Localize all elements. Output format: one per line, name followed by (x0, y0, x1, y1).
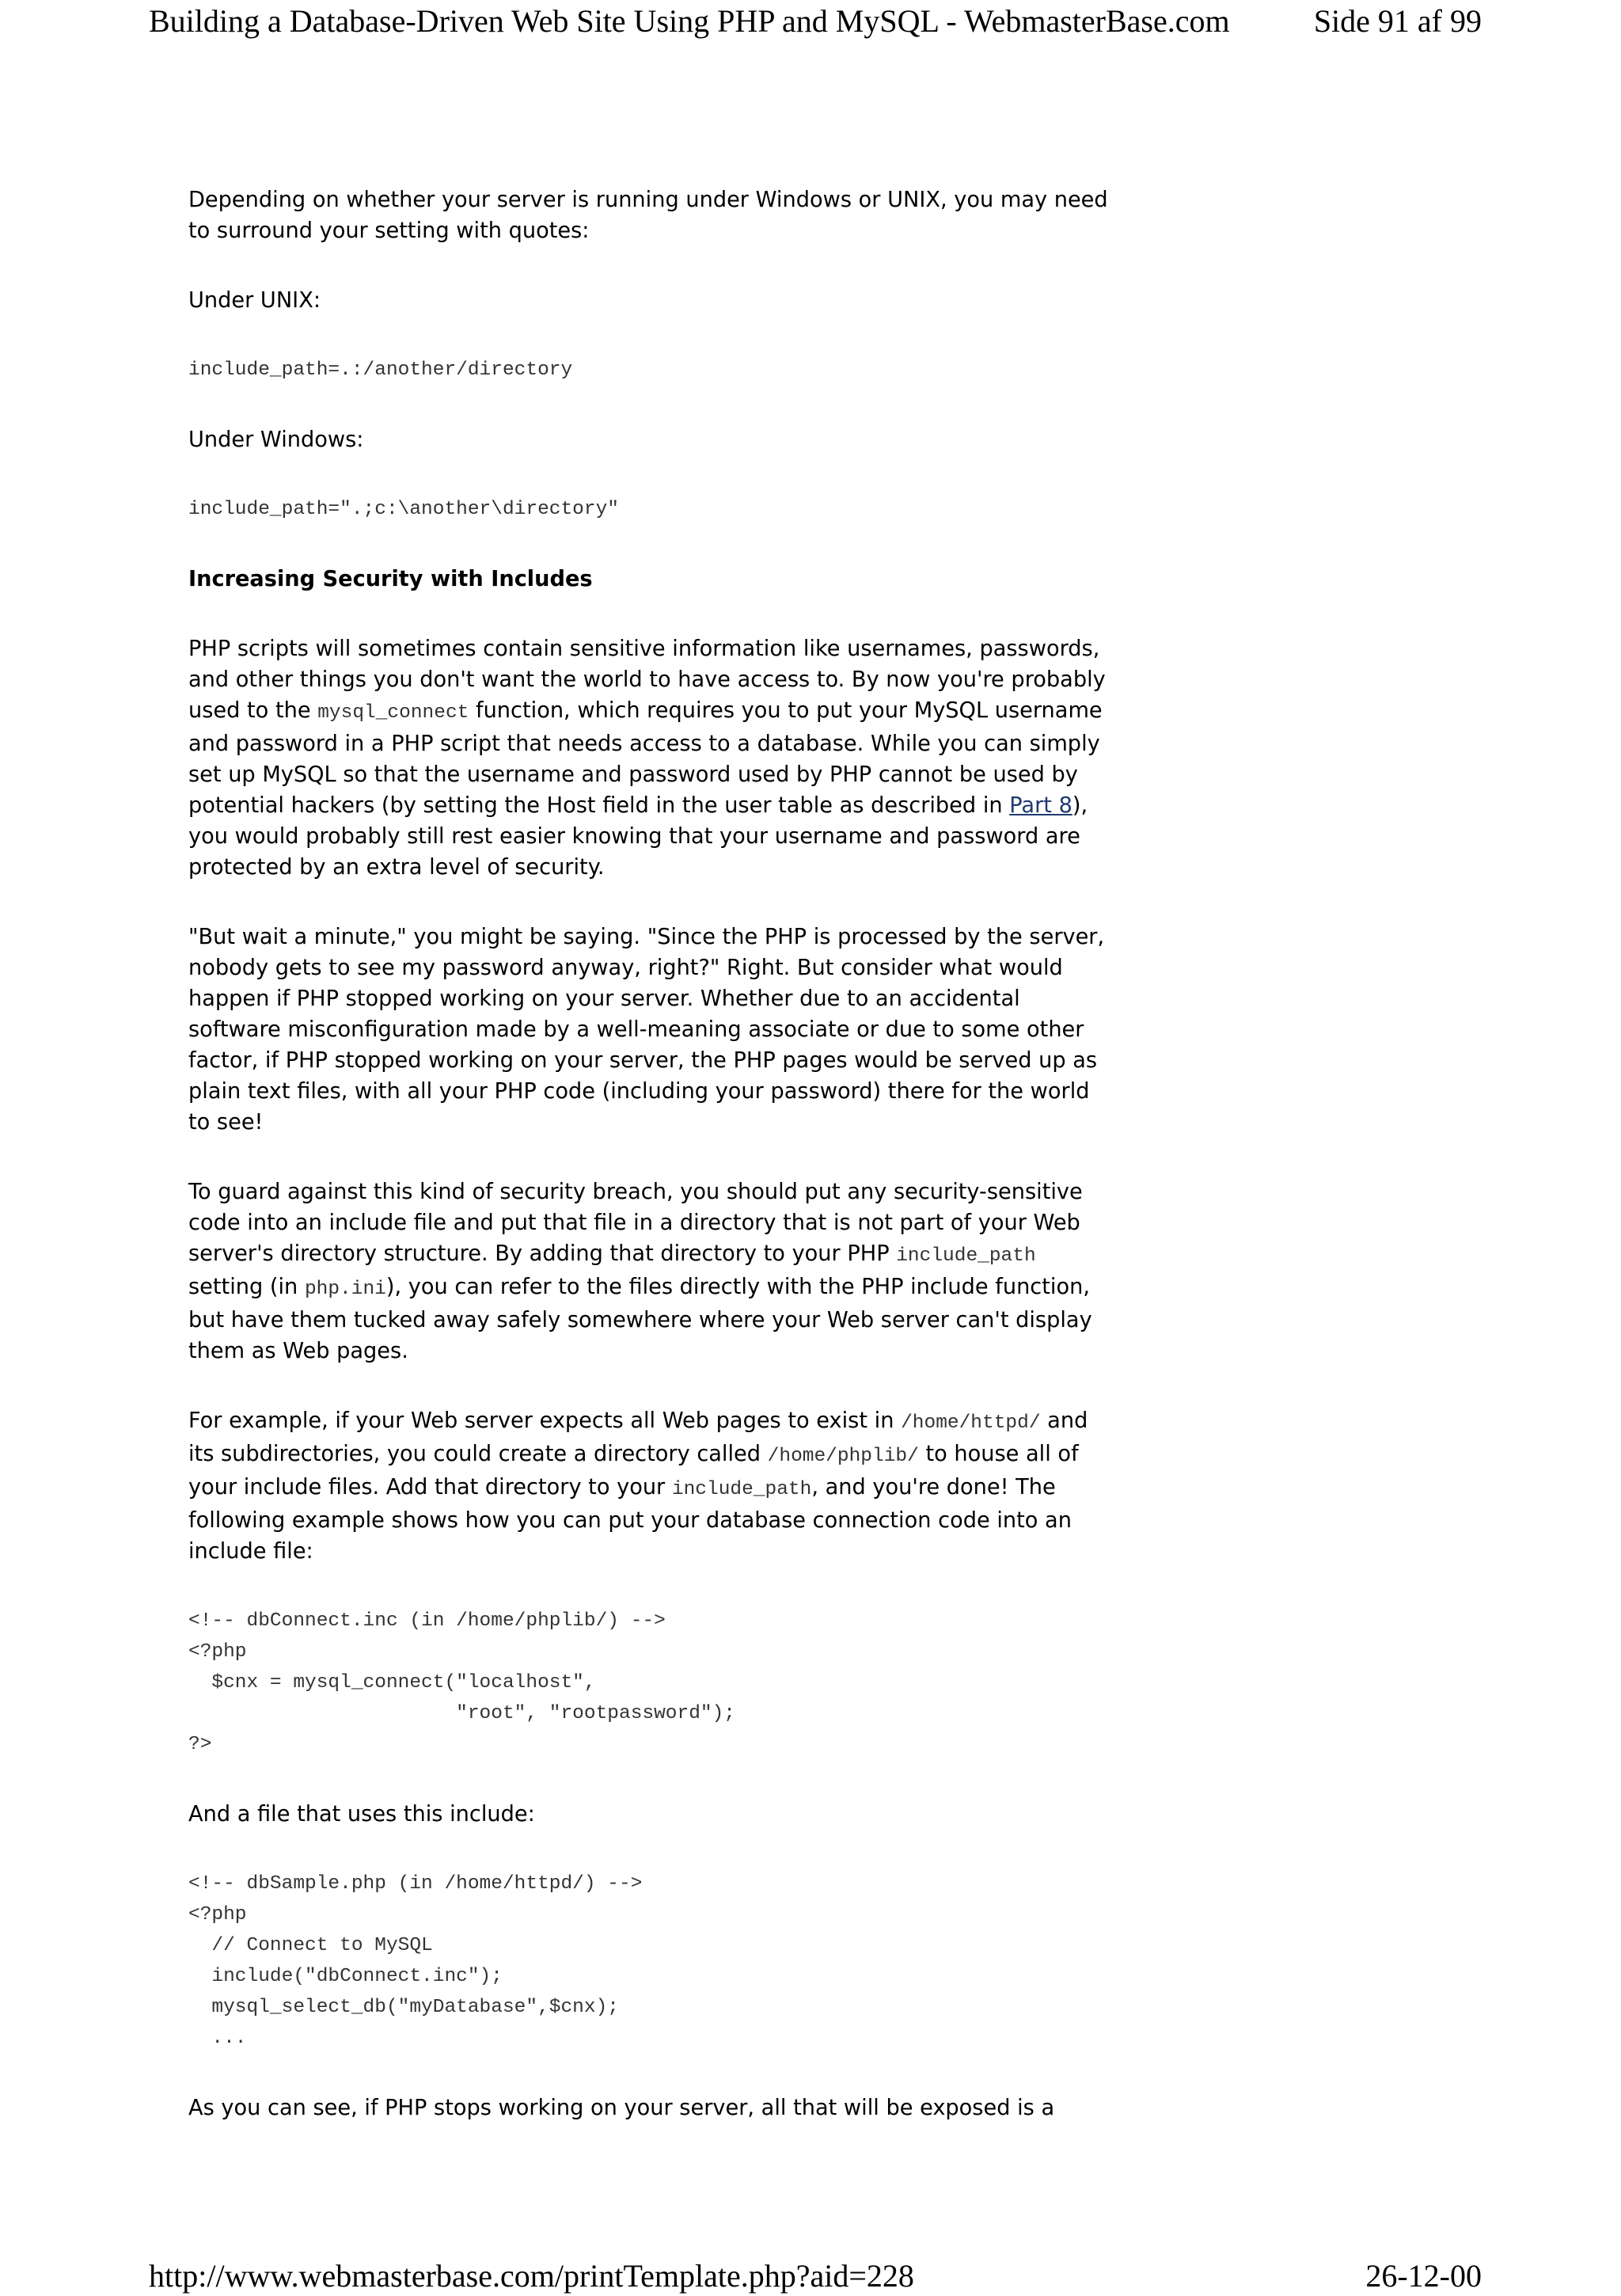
document-title: Building a Database-Driven Web Site Using PHP and MySQL - WebmasterBase.com (149, 2, 1230, 39)
inline-code: /home/phplib/ (767, 1446, 919, 1467)
windows-code: include_path=".;c:\another\directory" (188, 499, 619, 520)
print-date: 26-12-00 (1365, 2257, 1482, 2294)
section-heading: Increasing Security with Includes (188, 567, 593, 591)
code-block: <!-- dbSample.php (in /home/httpd/) --> <?php // Connect to MySQL include("dbConnect.inc"); mysql_select_db("myDatabase",$cnx); ... (188, 1873, 643, 2049)
page-number: Side 91 af 99 (1313, 2, 1482, 39)
paragraph: "But wait a minute," you might be saying. "Since the PHP is processed by the server, nobody gets to see my password anyway, right?" Right. But consider what would happen if PHP stopped working on your server. Whether due to an accidental software misconfiguration made by a well-meaning associate or due to some other factor, if PHP stopped working on your server, the PHP pages would be served up as plain text files, with all your PHP code (including your password) there for the world to see! (188, 925, 1105, 1135)
windows-label: Under Windows: (188, 428, 364, 452)
article-content (188, 184, 1114, 2162)
page-footer (149, 2255, 1482, 2296)
part-8-link[interactable]: Part 8 (1009, 793, 1072, 818)
inline-code: php.ini (304, 1279, 386, 1300)
page-url: http://www.webmasterbase.com/printTemplate.php?aid=228 (149, 2257, 914, 2294)
paragraph: As you can see, if PHP stops working on your server, all that will be exposed is a (188, 2096, 1055, 2120)
paragraph: For example, if your Web server expects all Web pages to exist in /home/httpd/ and its subdirectories, you could create a directory called /home/phplib/ to house all of your include files. Add that directory to your include_path, and you're done! The following example shows how you can put your database connection code into an include file: (188, 1408, 1088, 1564)
paragraph: Depending on whether your server is running under Windows or UNIX, you may need to surround your setting with quotes: (188, 188, 1108, 243)
inline-code: /home/httpd/ (901, 1412, 1041, 1434)
code-block: <!-- dbConnect.inc (in /home/phplib/) --> <?php $cnx = mysql_connect("localhost", "root", "rootpassword"); ?> (188, 1610, 736, 1755)
inline-code: mysql_connect (317, 702, 469, 724)
unix-code: include_path=.:/another/directory (188, 359, 573, 381)
unix-label: Under UNIX: (188, 288, 321, 313)
paragraph: PHP scripts will sometimes contain sensitive information like usernames, passwords, and other things you don't want the world to have access to. By now you're probably used to the mysql_connect function, which requires you to put your MySQL username and password in a PHP script that needs access to a database. While you can simply set up MySQL so that the username and password used by PHP cannot be used by potential hackers (by setting the Host field in the user table as described in Part 8), you would probably still rest easier knowing that your username and password are protected by an extra level of security. (188, 637, 1106, 880)
paragraph: And a file that uses this include: (188, 1802, 535, 1827)
inline-code: include_path (671, 1479, 812, 1500)
page-header (149, 0, 1482, 41)
inline-code: include_path (896, 1245, 1036, 1267)
paragraph: To guard against this kind of security breach, you should put any security-sensitive code into an include file and put that file in a directory that is not part of your Web server's directory structure. By adding that directory to your PHP include_path setting (in php.ini), you can refer to the files directly with the PHP include function, but have them tucked away safely somewhere where your Web server can't display them as Web pages. (188, 1180, 1092, 1363)
